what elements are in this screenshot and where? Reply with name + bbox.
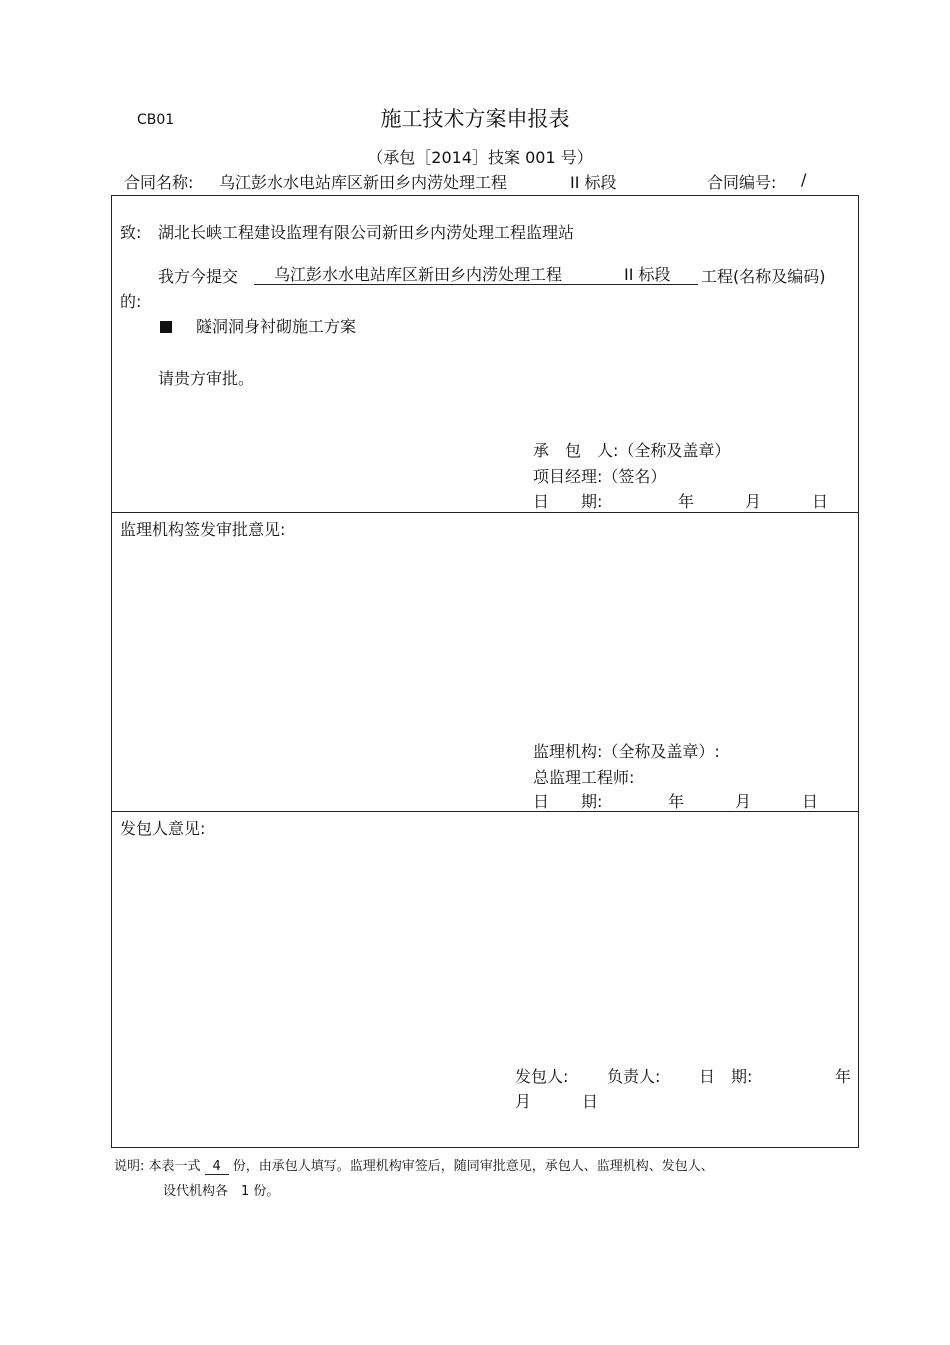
employer-date-label: 日 期:	[699, 1067, 753, 1086]
document-number: （承包［2014］技案 001 号）	[367, 148, 593, 167]
submitted-item: 隧洞洞身衬砌施工方案	[196, 317, 357, 336]
supervision-date-label: 日 期:	[533, 792, 603, 811]
contract-no-value: /	[801, 170, 807, 189]
contractor-label: 承 包 人:（全称及盖章）	[533, 441, 731, 460]
project-section-value: II 标段	[624, 265, 671, 284]
supervision-opinion-label: 监理机构签发审批意见:	[120, 520, 286, 539]
footnote-prefix: 说明: 本表一式	[114, 1159, 201, 1174]
contract-name-label: 合同名称:	[124, 173, 194, 192]
form-code: CB01	[137, 112, 175, 128]
request-text: 请贵方审批。	[158, 369, 255, 388]
footnote-line-2: 设代机构各 1 份。	[163, 1184, 280, 1199]
chief-engineer-label: 总监理工程师:	[533, 768, 635, 787]
project-manager-label: 项目经理:（签名）	[533, 467, 667, 486]
copies-count: 4	[205, 1159, 229, 1175]
page-title: 施工技术方案申报表	[380, 107, 570, 131]
supervision-month: 月	[735, 792, 752, 811]
employer-opinion-label: 发包人意见:	[120, 819, 206, 838]
supervision-org-label: 监理机构:（全称及盖章）:	[533, 742, 720, 761]
submit-prefix: 我方今提交	[158, 267, 239, 286]
responsible-label: 负责人:	[607, 1067, 661, 1086]
recipient-value: 湖北长峡工程建设监理有限公司新田乡内涝处理工程监理站	[158, 223, 575, 242]
submit-suffix: 工程(名称及编码)	[701, 267, 826, 286]
footnote-line-1	[114, 1155, 714, 1175]
submission-year: 年	[678, 492, 695, 511]
employer-day: 日	[582, 1092, 599, 1111]
submission-date-label: 日 期:	[533, 492, 603, 511]
submit-of: 的:	[120, 292, 142, 311]
footnote-suffix: 份，由承包人填写。监理机构审签后，随同审批意见，承包人、监理机构、发包人、	[232, 1159, 714, 1174]
contract-section-value: II 标段	[570, 173, 617, 192]
contract-no-label: 合同编号:	[707, 173, 777, 192]
supervision-day: 日	[802, 792, 819, 811]
employer-year: 年	[835, 1067, 852, 1086]
employer-month: 月	[515, 1092, 532, 1111]
submission-month: 月	[745, 492, 762, 511]
submission-day: 日	[812, 492, 829, 511]
row-divider	[111, 512, 859, 513]
form-table	[111, 195, 859, 1148]
project-name-value: 乌江彭水水电站库区新田乡内涝处理工程	[274, 265, 563, 284]
contract-name-value: 乌江彭水水电站库区新田乡内涝处理工程	[219, 173, 508, 192]
employer-label: 发包人:	[515, 1067, 569, 1086]
recipient-label: 致:	[120, 223, 142, 242]
project-name-field	[254, 262, 698, 285]
checkbox-filled-icon	[160, 318, 172, 337]
supervision-year: 年	[668, 792, 685, 811]
